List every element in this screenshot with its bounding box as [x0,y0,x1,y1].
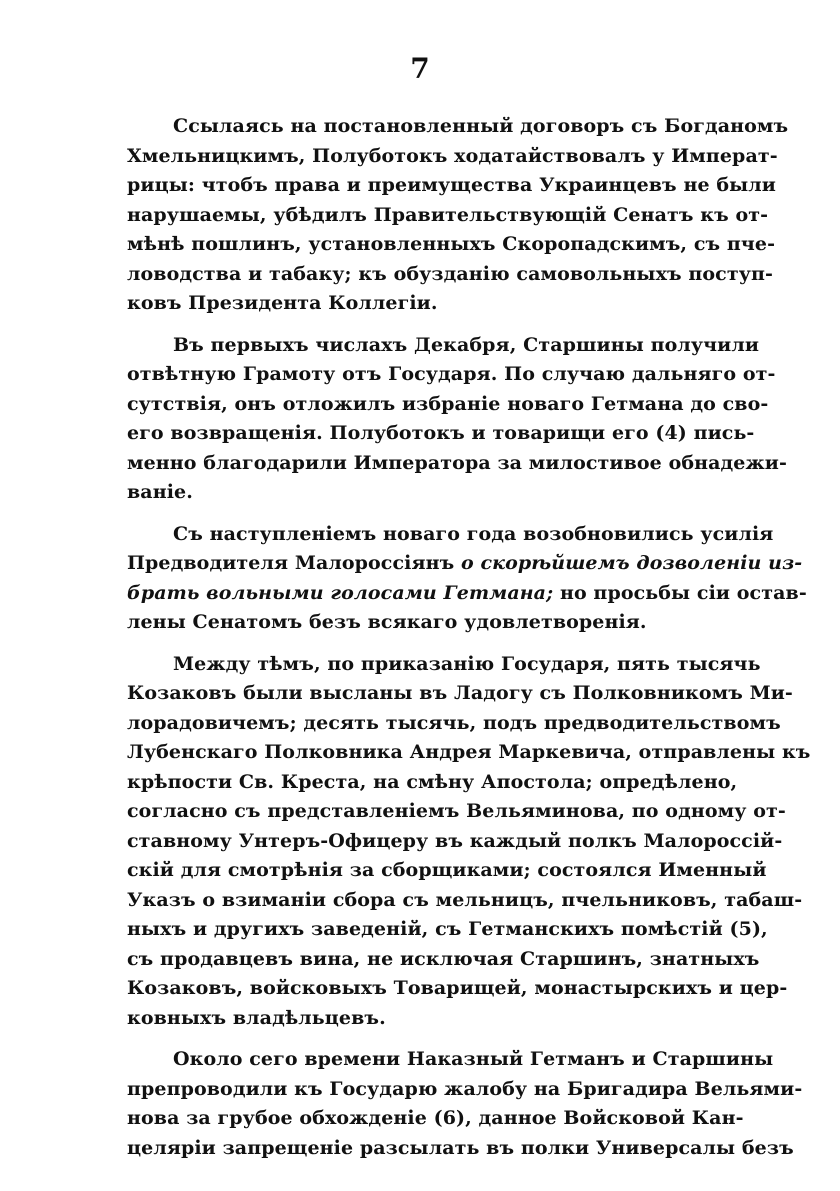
text-line: целяріи запрещеніе разсылать въ полки Универсалы безъ [127,1136,794,1159]
text-line: Между тѣмъ, по приказанію Государя, пять тысячь [173,652,761,675]
text-line: Съ наступленіемъ новаго года возобновились усилія [173,522,774,545]
text-line: мѣнѣ пошлинъ, установленныхъ Скоропадскимъ, съ пче- [127,233,776,255]
text-line: ставному Унтеръ-Офицеру въ каждый полкъ Малороссій- [127,829,783,852]
text-line: Лубенскаго Полковника Андрея Маркевича, отправлены къ [127,741,811,763]
text-line: нарушаемы, убѣдилъ Правительствующій Сенатъ къ от- [127,203,769,226]
paragraph [127,1045,803,1163]
text-line: менно благодарили Императора за милостивое обнадежи- [127,451,787,474]
text-line: ныхъ и другихъ заведеній, съ Гетманскихъ помѣстій (5), [127,918,768,940]
text-line: ваніе. [127,481,193,503]
text-line: его возвращенія. Полуботокъ и товарищи его (4) пись- [127,422,755,444]
text-line: сутствія, онъ отложилъ избраніе новаго Гетмана до сво- [127,392,769,415]
text-line: съ продавцевъ вина, не исключая Старшинъ, знатныхъ [127,947,760,970]
text-line [127,549,803,579]
text-line: нова за грубое обхожденіе (6), данное Войсковой Кан- [127,1107,744,1129]
paragraph [127,112,789,319]
text-line: лорадовичемъ; десять тысячь, подъ предводительствомъ [127,711,781,734]
text-line: Козаковъ, войсковыхъ Товарищей, монастырскихъ и цер- [127,977,788,999]
text-line: Указъ о взиманіи сбора съ мельницъ, пчельниковъ, табаш- [127,888,803,911]
text-line: ковныхъ владѣльцевъ. [127,1006,386,1029]
text-line: Въ первыхъ числахъ Декабря, Старшины получили [173,333,760,356]
text-line: Ссылаясь на постановленный договоръ съ Богданомъ [173,115,789,137]
text-line: скій для смотрѣнія за сборщиками; состоялся Именный [127,859,767,881]
text-line: крѣпости Св. Креста, на смѣну Апостола; опредѣлено, [127,770,738,793]
italic-quote: о скорѣйшемъ дозволеніи из- [460,552,803,574]
text-line: отвѣтную Грамоту отъ Государя. По случаю дальняго от- [127,363,776,385]
text-line [127,579,807,609]
body-text [127,112,811,1175]
text-line: согласно съ представленіемъ Вельяминова, по одному от- [127,800,786,822]
italic-quote: брать вольными голосами Гетмана; [127,581,554,604]
text-line: лены Сенатомъ безъ всякаго удовлетворенія. [127,611,647,633]
page-number: 7 [410,52,430,85]
text-segment: но просьбы сіи остав- [559,581,807,604]
text-segment: Предводителя Малороссіянъ [127,552,455,574]
paragraph [127,331,787,508]
text-line: ковъ Президента Коллегіи. [127,292,438,314]
text-line: рицы: чтобъ права и преимущества Украинцевъ не были [127,174,776,196]
paragraph [127,520,807,638]
text-line: Хмельницкимъ, Полуботокъ ходатайствовалъ у Императ- [127,144,778,167]
paragraph [127,650,811,1034]
text-line: препроводили къ Государю жалобу на Бригадира Вельями- [127,1077,803,1100]
text-line: ловодства и табаку; къ обузданію самовольныхъ поступ- [127,262,773,285]
text-line: Около сего времени Наказный Гетманъ и Старшины [173,1048,774,1070]
text-line: Козаковъ были высланы въ Ладогу съ Полковникомъ Ми- [127,682,793,704]
